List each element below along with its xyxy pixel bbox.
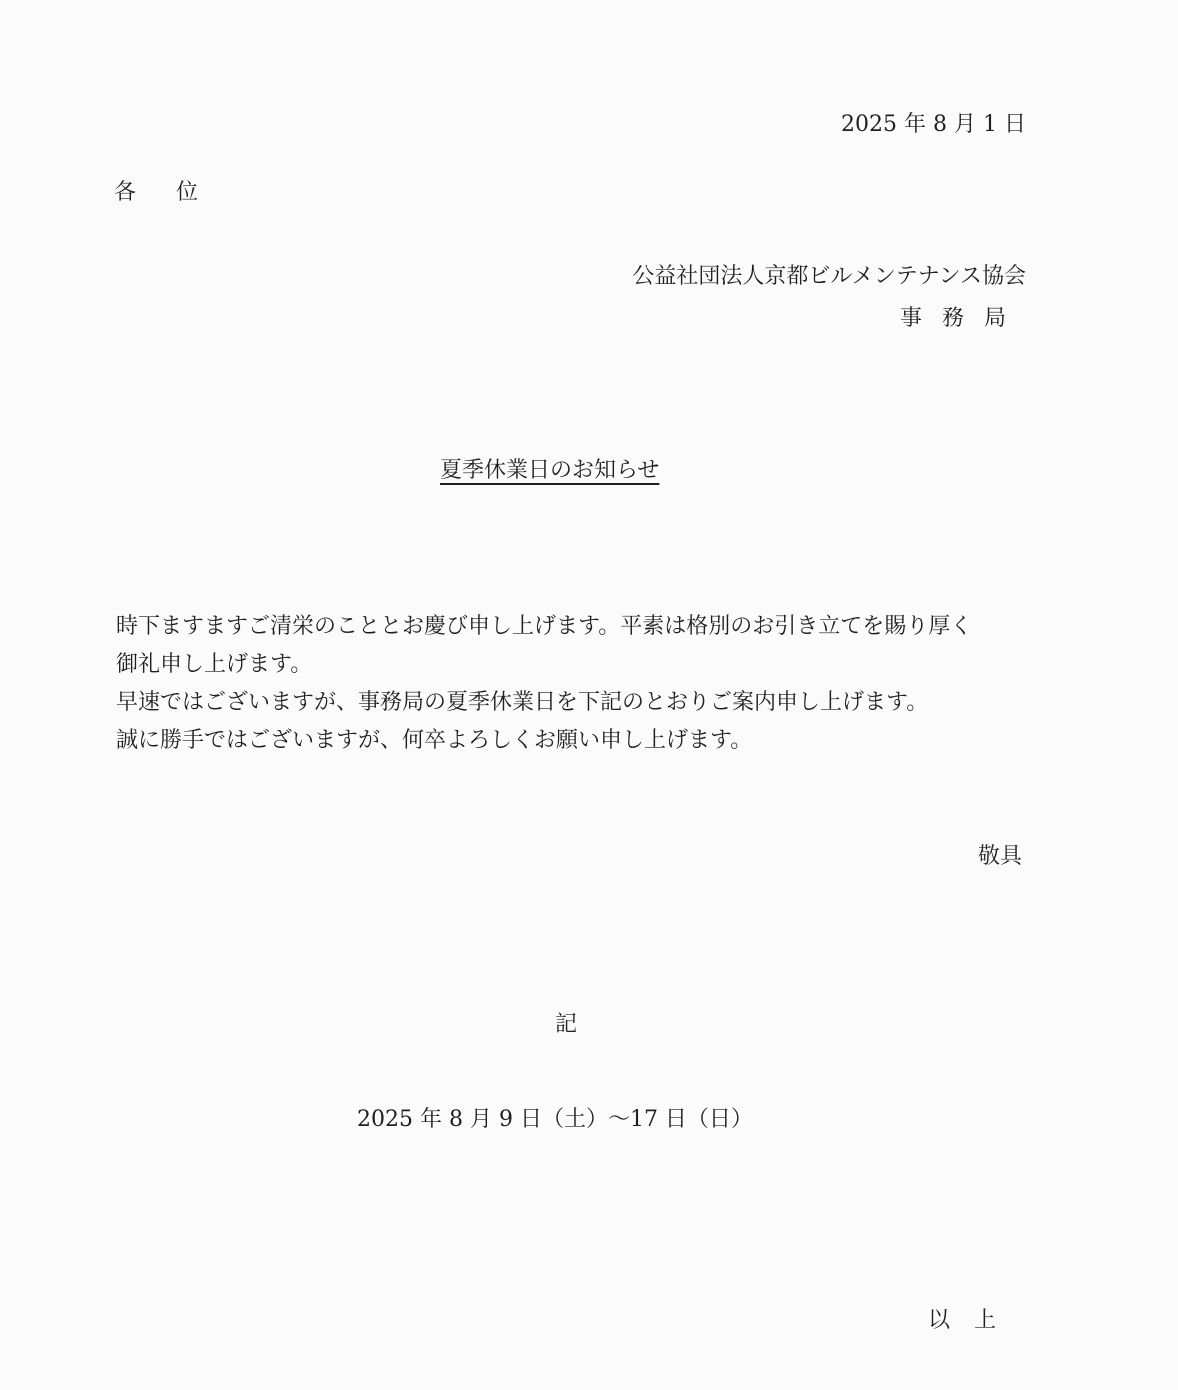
- holiday-period: 2025 年 8 月 9 日（土）～17 日（日）: [357, 1107, 753, 1132]
- addressee: 各位: [114, 180, 239, 205]
- end-mark: 以上: [927, 1308, 1020, 1333]
- closing-phrase: 敬具: [977, 844, 1022, 869]
- department-name: 事務局: [899, 306, 1026, 331]
- document-title: 夏季休業日のお知らせ: [440, 458, 660, 483]
- body-line-1: 時下ますますご清栄のこととお慶び申し上げます。平素は格別のお引き立てを賜り厚く: [116, 614, 973, 639]
- ki-heading: 記: [555, 1012, 578, 1037]
- document-date: 2025 年 8 月 1 日: [841, 112, 1026, 137]
- body-line-4: 誠に勝手ではございますが、何卒よろしくお願い申し上げます。: [116, 728, 753, 753]
- body-line-3: 早速ではございますが、事務局の夏季休業日を下記のとおりご案内申し上げます。: [116, 690, 929, 715]
- body-line-2: 御礼申し上げます。: [116, 652, 313, 677]
- message-body: [116, 608, 1046, 760]
- organization-name: 公益社団法人京都ビルメンテナンス協会: [632, 264, 1026, 289]
